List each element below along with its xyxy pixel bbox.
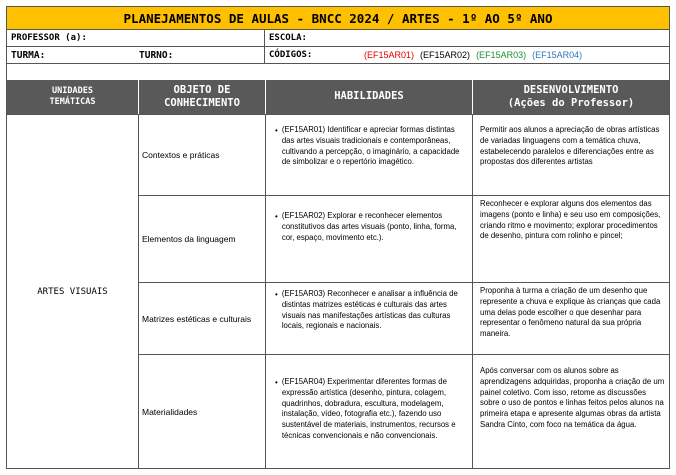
codes-list [364, 47, 582, 63]
habilidade-text-2: (EF15AR02) Explorar e reconhecer elementos constitutivos das artes visuais (ponto, linha, forma, cor, espaço, movimento etc.). [281, 211, 457, 242]
header-objeto [139, 80, 265, 114]
turma-label: TURMA: [11, 49, 46, 61]
habilidade-row-2 [265, 211, 472, 271]
header-desenv-line2: (Ações do Professor) [507, 97, 635, 109]
page-title: PLANEJAMENTOS DE AULAS - BNCC 2024 / ARTES - 1º AO 5º ANO [7, 7, 669, 30]
bullet-icon: • [275, 212, 278, 221]
turno-label: TURNO: [139, 49, 174, 61]
habilidade-row-1 [265, 125, 472, 193]
header-desenv-line1: DESENVOLVIMENTO [523, 83, 619, 96]
professor-label: PROFESSOR (a): [11, 33, 87, 43]
desenvolvimento-row-3: Proponha à turma a criação de um desenho que represente a chuva e explique às crianças que cada uma delas pode escolher o que desenhar para representar o fenômeno natural da sua própria maneira. [480, 286, 661, 338]
code-ef15ar02: (EF15AR02) [420, 50, 471, 60]
code-ef15ar04: (EF15AR04) [532, 50, 583, 60]
spacer-row [7, 64, 669, 80]
professor-row [7, 30, 669, 47]
header-unidades: UNIDADES TEMÁTICAS [49, 86, 96, 107]
bullet-icon: • [275, 126, 278, 135]
objeto-row-4: Materialidades [142, 407, 198, 417]
habilidade-row-3 [265, 289, 472, 349]
bullet-icon: • [275, 378, 278, 387]
escola-label: ESCOLA: [269, 33, 307, 43]
lesson-plan-table [6, 6, 670, 469]
desenvolvimento-row-1: Permitir aos alunos a apreciação de obras artísticas de variadas linguagens com a temática chuva, estabelecendo paralelos e diferenciações entre as propostas dos diferentes artistas [480, 125, 660, 167]
header-habilidades: HABILIDADES [334, 90, 404, 103]
turma-row [7, 47, 669, 64]
habilidade-text-1: (EF15AR01) Identificar e apreciar formas distintas das artes visuais tradicionais e contemporâneas, cultivando a percepção, o imaginário, a capacidade de simbolizar e o repertório imagético. [281, 125, 460, 167]
habilidade-text-3: (EF15AR03) Reconhecer e analisar a influência de distintas matrizes estéticas e culturais das artes visuais nas manifestações artísticas das culturas locais, regionais e nacionais. [281, 289, 458, 331]
bullet-icon: • [275, 290, 278, 299]
header-desenvolvimento [473, 80, 669, 114]
code-ef15ar01: (EF15AR01) [364, 50, 415, 60]
codigos-label: CÓDIGOS: [269, 50, 313, 60]
objeto-row-1: Contextos e práticas [142, 149, 220, 160]
habilidade-text-4: (EF15AR04) Experimentar diferentes formas de expressão artística (desenho, pintura, colagem, quadrinhos, dobradura, escultura, modelagem, instalação, vídeo, fotografia etc.), fazendo uso sustentável de materiais, instrumentos, recursos e técnicas convencionais e não convencionais. [281, 377, 456, 440]
objeto-row-2: Elementos da linguagem [142, 234, 236, 244]
unidade-tematica: ARTES VISUAIS [37, 286, 108, 297]
habilidade-row-4 [265, 377, 472, 462]
code-ef15ar03: (EF15AR03) [476, 50, 527, 60]
header-objeto-line1: OBJETO DE [173, 83, 231, 96]
header-objeto-line2: CONHECIMENTO [164, 97, 240, 109]
desenvolvimento-row-4: Após conversar com os alunos sobre as aprendizagens adquiridas, proponha a criação de um painel coletivo. Com isso, retome as discussões sobre o uso de pontos e linhas feitos pelos alunos na primeira etapa e apresente algumas obras da artista Sandra Cinto, com foco na temática da água. [480, 366, 665, 429]
objeto-row-3: Matrizes estéticas e culturais [142, 313, 252, 324]
table-header [7, 80, 669, 115]
desenvolvimento-row-2: Reconhecer e explorar alguns dos elementos das imagens (ponto e linha) e seu uso em composições, criando ritmo e movimento; explorar procedimentos de desenho, pintura com rolinho e pincel; [480, 199, 661, 241]
